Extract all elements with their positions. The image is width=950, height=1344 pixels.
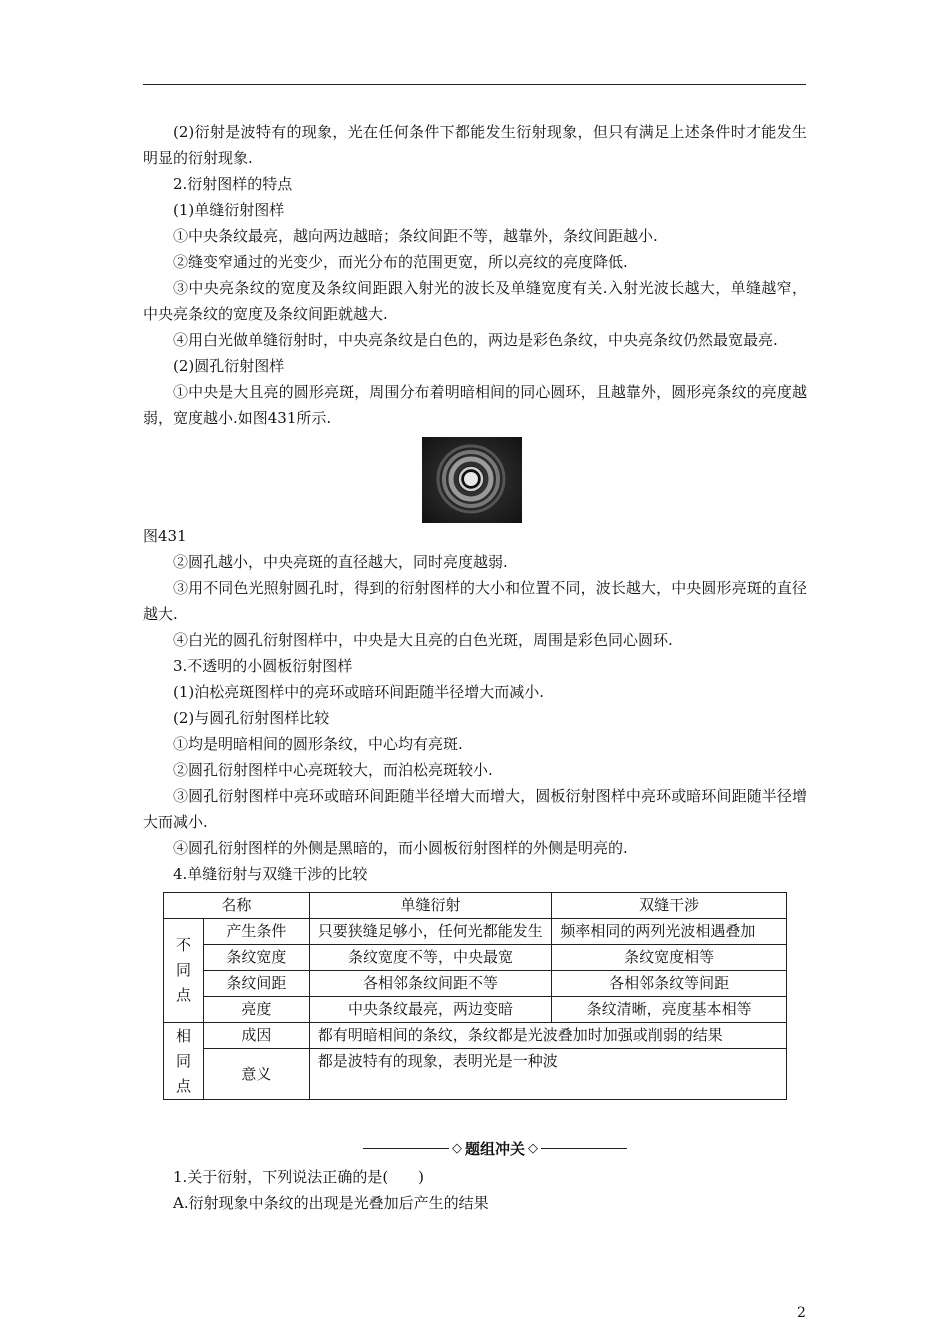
paragraph: 3.不透明的小圆板衍射图样 (173, 657, 353, 675)
paragraph: ④圆孔衍射图样的外侧是黑暗的，而小圆板衍射图样的外侧是明亮的. (173, 839, 628, 857)
row-label: 意义 (203, 1049, 309, 1100)
paragraph: ①均是明暗相间的圆形条纹，中心均有亮斑. (173, 735, 463, 753)
paragraph: (2)与圆孔衍射图样比较 (173, 709, 330, 727)
paragraph: ④白光的圆孔衍射图样中，中央是大且亮的白色光斑，周围是彩色同心圆环. (173, 631, 673, 649)
group-char: 不 (175, 936, 191, 954)
row-label: 条纹间距 (203, 971, 309, 997)
cell-merged: 都是波特有的现象，表明光是一种波 (309, 1049, 786, 1100)
cell-double: 条纹宽度相等 (552, 945, 787, 971)
question-option: A.衍射现象中条纹的出现是光叠加后产生的结果 (173, 1194, 489, 1212)
table-row (164, 945, 787, 971)
cell-merged: 都有明暗相间的条纹，条纹都是光波叠加时加强或削弱的结果 (309, 1023, 786, 1049)
paragraph: ②圆孔越小，中央亮斑的直径越大，同时亮度越弱. (173, 553, 508, 571)
paragraph: ②圆孔衍射图样中心亮斑较大，而泊松亮斑较小. (173, 761, 493, 779)
cell-double: 频率相同的两列光波相遇叠加 (552, 919, 787, 945)
paragraph: ②缝变窄通过的光变少，而光分布的范围更宽，所以亮纹的亮度降低. (173, 253, 628, 271)
header-double-slit: 双缝干涉 (552, 893, 787, 919)
page-number: 2 (797, 1305, 806, 1321)
group-char: 同 (175, 961, 191, 979)
group-char: 相 (175, 1026, 191, 1045)
paragraph: (1)泊松亮斑图样中的亮环或暗环间距随半径增大而减小. (173, 683, 545, 701)
group-label-similarities (164, 1023, 204, 1100)
table-row (164, 1023, 787, 1049)
paragraph: (2)圆孔衍射图样 (173, 357, 285, 375)
paragraph: ①中央是大且亮的圆形亮斑，周围分布着明暗相间的同心圆环，且越靠外，圆形亮条纹的亮度越弱，宽度越小.如图431所示. (143, 383, 807, 427)
comparison-table (163, 892, 787, 1100)
divider-line (363, 1148, 449, 1149)
table-row (164, 997, 787, 1023)
paragraph: ④用白光做单缝衍射时，中央亮条纹是白色的，两边是彩色条纹，中央亮条纹仍然最宽最亮. (173, 331, 778, 349)
paragraph: (1)单缝衍射图样 (173, 201, 285, 219)
question-text: 1.关于衍射，下列说法正确的是( ) (173, 1168, 425, 1186)
cell-single: 条纹宽度不等，中央最宽 (309, 945, 552, 971)
divider-line (541, 1148, 627, 1149)
paragraph: ③圆孔衍射图样中亮环或暗环间距随半径增大而增大，圆板衍射图样中亮环或暗环间距随半径增大而减小. (143, 787, 807, 831)
row-label: 成因 (203, 1023, 309, 1049)
circular-diffraction-image (422, 437, 522, 523)
cell-single: 中央条纹最亮，两边变暗 (309, 997, 552, 1023)
group-label-differences (164, 919, 204, 1023)
figure-caption: 图431 (143, 527, 187, 545)
cell-single: 各相邻条纹间距不等 (309, 971, 552, 997)
row-label: 产生条件 (203, 919, 309, 945)
table-row (164, 1049, 787, 1100)
table-row (164, 919, 787, 945)
paragraph: ①中央条纹最亮，越向两边越暗；条纹间距不等，越靠外，条纹间距越小. (173, 227, 658, 245)
section-title: 题组冲关 (465, 1139, 526, 1158)
paragraph: ③用不同色光照射圆孔时，得到的衍射图样的大小和位置不同，波长越大，中央圆形亮斑的直径越大. (143, 579, 807, 623)
section-divider (363, 1138, 627, 1158)
paragraph: 4.单缝衍射与双缝干涉的比较 (173, 865, 368, 883)
header-name: 名称 (164, 893, 310, 919)
diamond-icon: ◇ (528, 1140, 539, 1156)
header-single-slit: 单缝衍射 (309, 893, 552, 919)
paragraph: 2.衍射图样的特点 (173, 175, 293, 193)
diamond-icon: ◇ (452, 1140, 462, 1156)
row-label: 亮度 (203, 997, 309, 1023)
table-header-row (164, 893, 787, 919)
diffraction-figure (422, 437, 522, 523)
main-text (143, 119, 807, 887)
table-row (164, 971, 787, 997)
cell-double: 条纹清晰，亮度基本相等 (552, 997, 787, 1023)
group-char: 点 (175, 1076, 191, 1095)
group-char: 同 (175, 1051, 191, 1070)
group-char: 点 (175, 986, 191, 1004)
paragraph: (2)衍射是波特有的现象，光在任何条件下都能发生衍射现象，但只有满足上述条件时才能发生明显的衍射现象. (143, 123, 807, 167)
cell-single: 只要狭缝足够小，任何光都能发生 (309, 919, 552, 945)
cell-double: 各相邻条纹等间距 (552, 971, 787, 997)
paragraph: ③中央亮条纹的宽度及条纹间距跟入射光的波长及单缝宽度有关.入射光波长越大，单缝越窄，中央亮条纹的宽度及条纹间距就越大. (143, 279, 807, 323)
header-rule (143, 84, 806, 85)
row-label: 条纹宽度 (203, 945, 309, 971)
